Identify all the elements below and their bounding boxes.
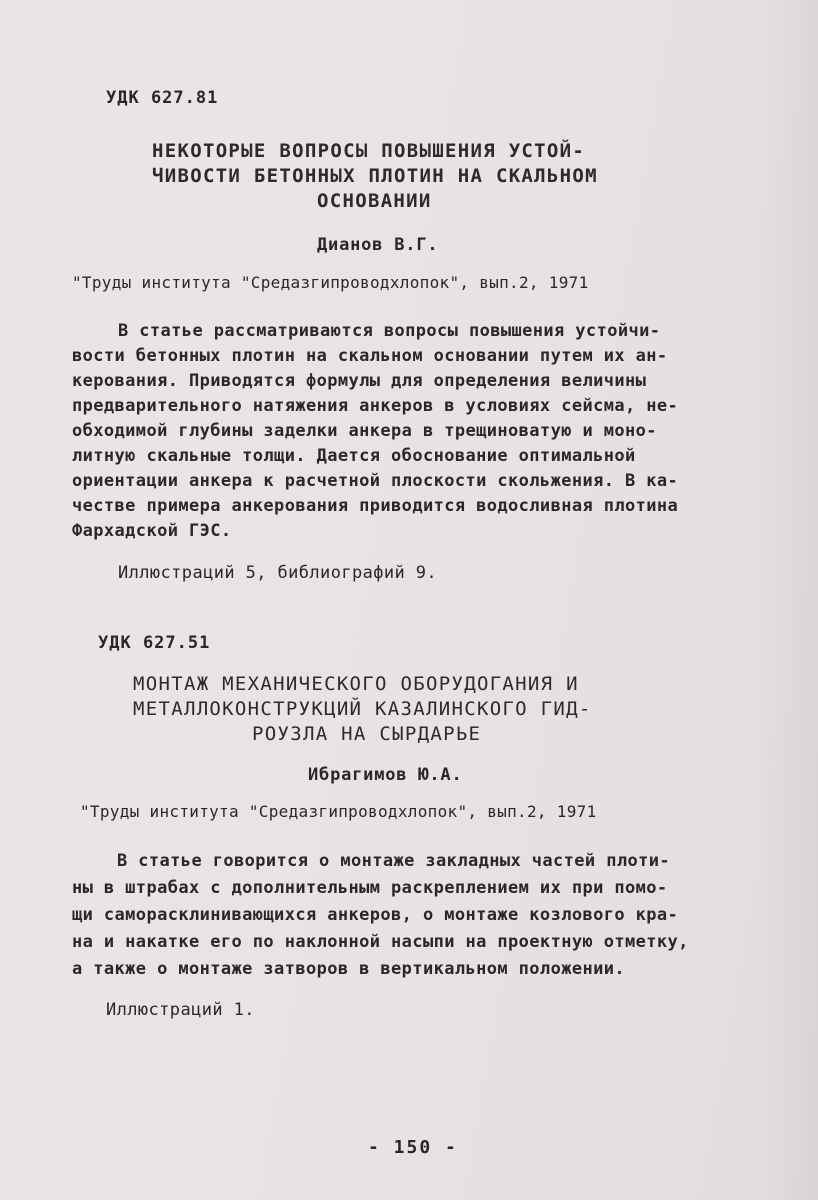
article1-abstract-line-8: честве примера анкерования приводится водосливная плотина xyxy=(72,496,679,516)
article1-title-line-3: ОСНОВАНИИ xyxy=(317,190,432,212)
article1-abstract-line-2: вости бетонных плотин на скальном основании путем их ан- xyxy=(72,346,668,366)
article1-abstract-line-6: литную скальные толщи. Дается обоснование оптимальной xyxy=(72,446,636,466)
article1-source: "Труды института "Средазгипроводхлопок", вып.2, 1971 xyxy=(72,273,589,292)
article2-abstract-line-5: а также о монтаже затворов в вертикальном положении. xyxy=(72,959,626,979)
article2-title-line-3: РОУЗЛА НА СЫРДАРЬЕ xyxy=(252,723,482,745)
article1-title-line-1: НЕКОТОРЫЕ ВОПРОСЫ ПОВЫШЕНИЯ УСТОЙ- xyxy=(152,140,586,162)
article2-source: "Труды института "Средазгипроводхлопок", вып.2, 1971 xyxy=(80,802,597,821)
article2-illustrations: Иллюстраций 1. xyxy=(106,1000,255,1020)
article1-abstract-line-7: ориентации анкера к расчетной плоскости скольжения. В ка- xyxy=(72,471,679,491)
article2-abstract-line-4: на и накатке его по наклонной насыпи на проектную отметку, xyxy=(72,932,689,952)
article2-udk: УДК 627.51 xyxy=(98,633,211,653)
article1-abstract-line-5: обходимой глубины заделки анкера в трещиноватую и моно- xyxy=(72,421,657,441)
article2-title-line-2: МЕТАЛЛОКОНСТРУКЦИЙ КАЗАЛИНСКОГО ГИД- xyxy=(133,698,592,720)
article1-udk: УДК 627.81 xyxy=(106,88,219,108)
article2-abstract-line-2: ны в штрабах с дополнительным раскреплением их при помо- xyxy=(72,878,668,898)
article1-author: Дианов В.Г. xyxy=(317,235,439,255)
article1-abstract-line-1: В статье рассматриваются вопросы повышения устойчи- xyxy=(118,321,661,341)
page-edge-shadow xyxy=(758,0,818,1200)
page-number: - 150 - xyxy=(368,1137,458,1158)
article1-abstract-line-9: Фархадской ГЭС. xyxy=(72,521,232,541)
article1-abstract-line-3: керования. Приводятся формулы для определения величины xyxy=(72,371,647,391)
article1-abstract-line-4: предварительного натяжения анкеров в условиях сейсма, не- xyxy=(72,396,679,416)
article2-abstract-line-3: щи саморасклинивающихся анкеров, о монтаже козлового кра- xyxy=(72,905,679,925)
article2-abstract-line-1: В статье говорится о монтаже закладных частей плоти- xyxy=(117,851,671,871)
article1-title-line-2: ЧИВОСТИ БЕТОННЫХ ПЛОТИН НА СКАЛЬНОМ xyxy=(152,165,598,187)
article2-title-line-1: МОНТАЖ МЕХАНИЧЕСКОГО ОБОРУДОГАНИЯ И xyxy=(133,673,579,695)
article2-author: Ибрагимов Ю.А. xyxy=(308,765,463,785)
article1-illustrations: Иллюстраций 5, библиографий 9. xyxy=(118,563,438,583)
